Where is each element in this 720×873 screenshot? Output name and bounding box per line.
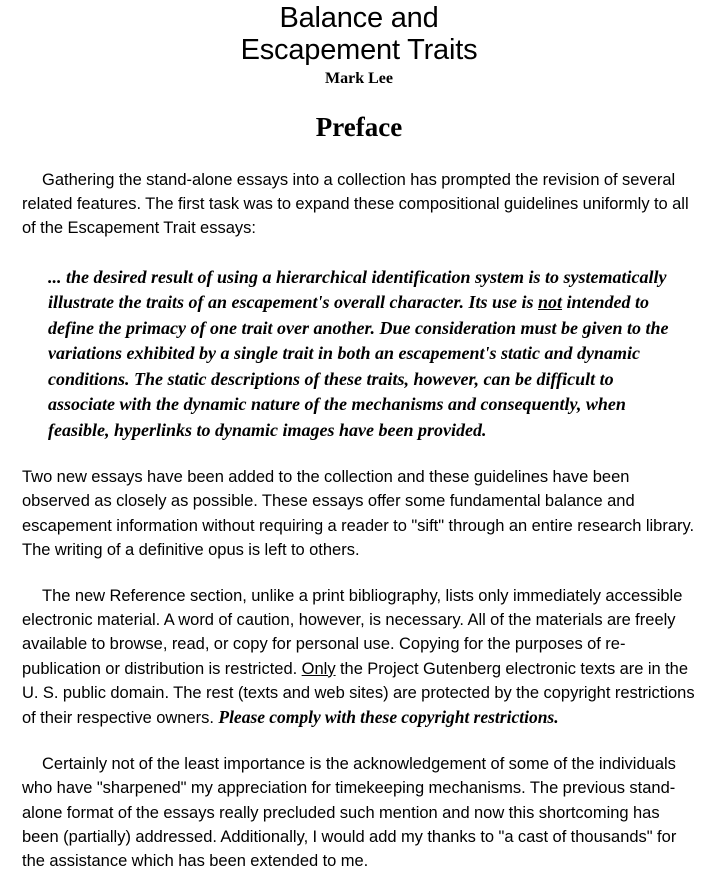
paragraph-3-part-2: the Project Gutenberg electronic texts are in the U. S. public domain. The rest (texts and web sites) are protected by the copyright restrictions of their respective owners. [22, 659, 695, 727]
author-name: Mark Lee [325, 70, 393, 87]
paragraph-3-emphasis-only: Only [301, 659, 336, 678]
title-line-2: Escapement Traits [240, 34, 478, 66]
section-heading-preface: Preface [315, 112, 403, 142]
guidelines-blockquote [48, 265, 670, 444]
blockquote-text-part-1: ... the desired result of using a hierarchical identification system is to systematically illustrate the traits of an escapement's overall character. Its use is [48, 266, 667, 313]
paragraph-2: Two new essays have been added to the collection and these guidelines have been observed as closely as possible. These essays offer some fundamental balance and escapement information without requiring a reader to "sift" through an entire research library. The writing of a definitive opus is left to others. [22, 468, 695, 559]
title-line-1: Balance and [279, 2, 439, 34]
paragraph-3 [22, 584, 696, 730]
blockquote-emphasis-not: not [538, 292, 563, 313]
paragraph-3-part-1: The new Reference section, unlike a print bibliography, lists only immediately accessible electronic material. A word of caution, however, is necessary. All of the materials are freely available to browse, read, or copy for personal use. Copying for the purposes of re-publication or distribution is restricted. [22, 586, 683, 678]
paragraph-3-closing-emphasis: Please comply with these copyright restrictions. [218, 706, 559, 727]
paragraph-4: Certainly not of the least importance is the acknowledgement of some of the individuals who have "sharpened" my appreciation for timekeeping mechanisms. The previous stand-alone format of the essays really precluded such mention and now this shortcoming has been (partially) addressed. Additionally, I would add my thanks to "a cast of thousands" for the assistance which has been extended to me. [22, 755, 677, 870]
paragraph-1: Gathering the stand-alone essays into a collection has prompted the revision of several related features. The first task was to expand these compositional guidelines uniformly to all of the Escapement Trait essays: [22, 171, 689, 238]
blockquote-text-part-2: intended to define the primacy of one trait over another. Due consideration must be given to the variations exhibited by a single trait in both an escapement's static and dynamic conditions. The static descriptions of these traits, however, can be difficult to associate with the dynamic nature of the mechanisms and consequently, when feasible, hyperlinks to dynamic images have been provided. [48, 292, 669, 440]
page-title [22, 0, 696, 66]
